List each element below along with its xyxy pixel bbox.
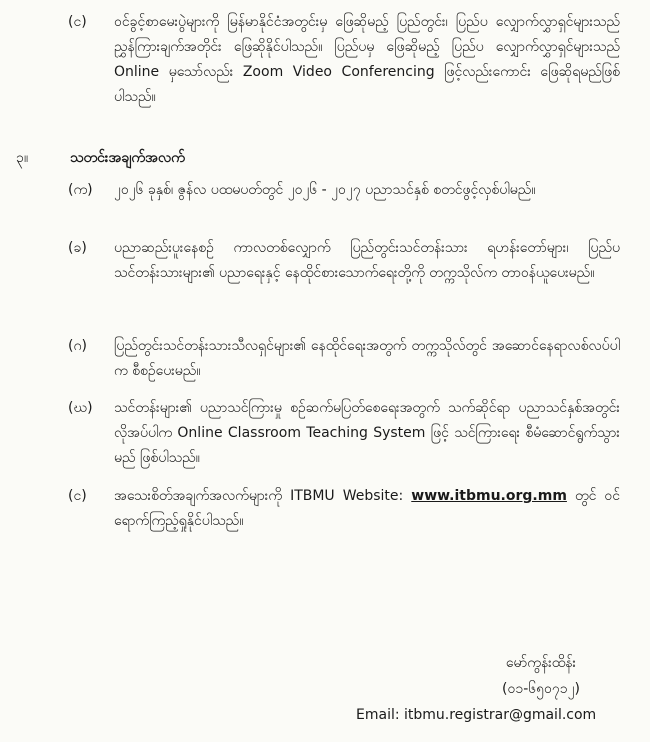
- list-item-kha: [68, 236, 620, 286]
- item-text: ဝင်ခွင့်စာမေးပွဲများကို မြန်မာနိုင်ငံအတွင်းမှ ဖြေဆိုမည့် ပြည်တွင်း၊ ပြည်ပ လျှောက်လွှာရှင်များသည် ညွှန်ကြားချက်အတိုင်း ဖြေဆိုနိုင်ပါသည်။ ပြည်ပမှ ဖြေဆိုမည့် ပြည်ပ လျှောက်လွှာရှင်များသည် Online မှသော်လည်း Zoom Video Conferencing ဖြင့်လည်းကောင်း ဖြေဆိုရမည်ဖြစ်ပါသည်။: [114, 14, 620, 105]
- item-text: ပြည်တွင်းသင်တန်းသားသီလရှင်များ၏ နေထိုင်ရေးအတွက် တက္ကသိုလ်တွင် အဆောင်နေရာလစ်လပ်ပါက စီစဉ်ပေးမည်။: [114, 338, 620, 379]
- item-text: ပညာဆည်းပူးနေစဉ် ကာလတစ်လျှောက် ပြည်တွင်းသင်တန်းသား ရဟန်းတော်များ၊ ပြည်ပသင်တန်းသားများ၏ ပညာရေးနှင့် နေထိုင်စားသောက်ရေးတို့ကို တက္ကသိုလ်က တာဝန်ယူပေးမည်။: [114, 240, 620, 281]
- section-title: သတင်းအချက်အလက်: [70, 150, 185, 166]
- item-text-before: အသေးစိတ်အချက်အလက်များကို ITBMU Website:: [114, 488, 412, 504]
- item-text: ၂၀၂၆ ခုနှစ်၊ ဇွန်လ ပထမပတ်တွင် ၂၀၂၆ - ၂၀၂၇ ပညာသင်နှစ် စတင်ဖွင့်လှစ်ပါမည်။: [114, 182, 536, 198]
- item-marker: (က): [68, 182, 93, 198]
- item-marker: (ဂ): [68, 338, 87, 354]
- list-item-gha: [68, 396, 620, 471]
- item-text: [114, 484, 620, 534]
- signature-block: [502, 650, 580, 702]
- section-number: ၃။: [16, 150, 29, 166]
- item-marker: (င): [68, 488, 87, 504]
- signature-phone: (၀၁-၆၅၀၇၁၂): [502, 681, 580, 697]
- website-link[interactable]: www.itbmu.org.mm: [411, 488, 567, 504]
- list-item-ga: [68, 334, 620, 384]
- item-marker: (င): [68, 14, 87, 30]
- list-item-ka: [68, 178, 620, 203]
- item-marker: (ဃ): [68, 400, 93, 416]
- item-marker: (ခ): [68, 240, 87, 256]
- list-item-nga: [68, 484, 620, 534]
- item-text-after: တွင် ဝင်ရောက်ကြည့်ရှုနိုင်ပါသည်။: [114, 488, 620, 529]
- list-item-nga-top: [68, 10, 620, 110]
- item-text: သင်တန်းများ၏ ပညာသင်ကြားမှု စဉ်ဆက်မပြတ်စေရေးအတွက် သက်ဆိုင်ရာ ပညာသင်နှစ်အတွင်း လိုအပ်ပါက Online Classroom Teaching System ဖြင့် သင်ကြားရေး စီမံဆောင်ရွက်သွားမည် ဖြစ်ပါသည်။: [114, 400, 620, 466]
- contact-email: Email: itbmu.registrar@gmail.com: [356, 707, 597, 723]
- signature-title: မော်ကွန်းထိန်း: [505, 655, 577, 671]
- section-heading: [16, 146, 185, 171]
